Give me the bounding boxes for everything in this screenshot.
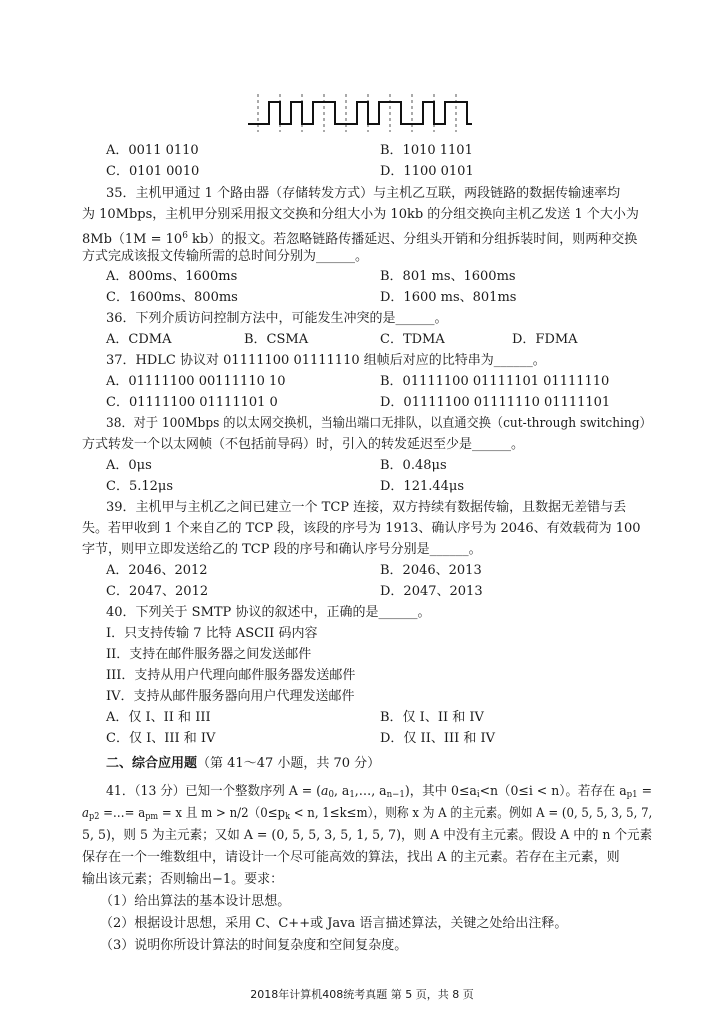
q35-option-b: B．801 ms、1600ms [380, 269, 516, 284]
q36-option-b: B．CSMA [244, 332, 309, 347]
q40-option-c: C．仅 I、III 和 IV [106, 731, 216, 746]
q35-option-d: D．1600 ms、801ms [380, 290, 517, 305]
q41-line-4: 保存在一个一维数组中，请设计一个尽可能高效的算法，找出 A 的主元素。若存在主元素，则 [82, 850, 620, 865]
q40-statement-3: III．支持从用户代理向邮件服务器发送邮件 [106, 668, 356, 683]
q41-line-2: $a_{p2}$ =…= $a_{pm} = x$ 且 $m > n/2(0\le p_k < n$, 1≤k≤m），则称 x 为 A 的主元素。例如 A = (0, 5, 5, 3, 5, 7, [82, 806, 653, 822]
q39-option-d: D．2047、2013 [380, 584, 483, 599]
q40-statement-4: IV．支持从邮件服务器向用户代理发送邮件 [106, 689, 355, 704]
q41-requirement-2: （2）根据设计思想，采用 C、C++或 Java 语言描述算法，关键之处给出注释。 [100, 916, 568, 931]
q34-option-a: A．0011 0110 [106, 143, 199, 158]
q37-option-d: D．01111100 01111110 01111101 [380, 395, 611, 410]
q38-option-b: B．0.48μs [380, 458, 447, 473]
q35-line-3: $8Mb(1M = 10^6$ kb）的报文。若忽略链路传播延迟、分组头开销和分组拆装时间，则两种交换 [82, 231, 638, 247]
q38-option-a: A．0μs [106, 458, 152, 473]
q40-option-b: B．仅 I、II 和 IV [380, 710, 484, 725]
q35-line-4: 方式完成该报文传输所需的总时间分别为______。 [82, 249, 369, 264]
q40-statement-2: II．支持在邮件服务器之间发送邮件 [106, 647, 312, 662]
page-footer: 2018年计算机408统考真题 第 5 页，共 8 页 [250, 988, 474, 1001]
q37-stem: 37．HDLC 协议对 01111100 01111110 组帧后对应的比特串为______。 [106, 353, 546, 368]
q39-line-1: 39．主机甲与主机乙之间已建立一个 TCP 连接，双方持续有数据传输，且数据无差错与丢 [106, 500, 627, 515]
q39-option-c: C．2047、2012 [106, 584, 209, 599]
section-2-note: （第 41～47 小题，共 70 分） [197, 756, 381, 771]
q37-option-b: B．01111100 01111101 01111110 [380, 374, 610, 389]
q40-statement-1: I．只支持传输 7 比特 ASCII 码内容 [106, 626, 318, 641]
q35-line-2: 为 10Mbps，主机甲分别采用报文交换和分组大小为 10kb 的分组交换向主机乙发送 1 个大小为 [82, 207, 639, 222]
q39-line-2: 失。若甲收到 1 个来自乙的 TCP 段，该段的序号为 1913、确认序号为 2046、有效载荷为 100 [82, 521, 641, 536]
section-2-title: 二、综合应用题 [106, 756, 198, 771]
q41-line-3: 5, 5)，则 5 为主元素；又如 A = (0, 5, 5, 3, 5, 1, 5, 7)，则 A 中没有主元素。假设 A 中的 n 个元素 [82, 828, 653, 843]
q41-line-1: 41．（13 分）已知一个整数序列 $A = (a_0$, $a_1,\dots$, $a_{n-1}$)，其中 $0\le a_i<n(0\le i < n)$。若存在 $a_{p1}$ = [106, 784, 653, 800]
q34-option-b: B．1010 1101 [380, 143, 473, 158]
q37-option-a: A．01111100 00111110 10 [106, 374, 286, 389]
q38-option-c: C．5.12μs [106, 479, 174, 494]
q35-line-1: 35．主机甲通过 1 个路由器（存储转发方式）与主机乙互联，两段链路的数据传输速率均 [106, 186, 621, 201]
q39-option-b: B．2046、2013 [380, 563, 482, 578]
q38-option-d: D．121.44μs [380, 479, 465, 494]
q36-option-c: C．TDMA [380, 332, 445, 347]
q38-line-2: 方式转发一个以太网帧（不包括前导码）时，引入的转发延迟至少是______。 [82, 437, 525, 452]
q35-option-c: C．1600ms、800ms [106, 290, 238, 305]
q40-option-d: D．仅 II、III 和 IV [380, 731, 496, 746]
q35-option-a: A．800ms、1600ms [106, 269, 238, 284]
q36-option-d: D．FDMA [512, 332, 578, 347]
q38-line-1: 38．对于 100Mbps 的以太网交换机，当输出端口无排队，以直通交换（cut-through switching） [106, 416, 652, 431]
q40-option-a: A．仅 I、II 和 III [106, 710, 211, 725]
q39-line-3: 字节，则甲立即发送给乙的 TCP 段的序号和确认序号分别是______。 [82, 542, 482, 557]
q41-line-5: 输出该元素；否则输出−1。要求： [82, 872, 284, 887]
q40-stem: 40．下列关于 SMTP 协议的叙述中，正确的是______。 [106, 605, 431, 620]
q41-requirement-3: （3）说明你所设计算法的时间复杂度和空间复杂度。 [100, 938, 408, 953]
q36-option-a: A．CDMA [106, 332, 172, 347]
q37-option-c: C．01111100 01111101 0 [106, 395, 278, 410]
signal-waveform-figure [248, 94, 478, 134]
q36-stem: 36．下列介质访问控制方法中，可能发生冲突的是______。 [106, 311, 448, 326]
q34-option-c: C．0101 0010 [106, 164, 200, 179]
q39-option-a: A．2046、2012 [106, 563, 208, 578]
signal-trace [248, 102, 472, 124]
q41-requirement-1: （1）给出算法的基本设计思想。 [100, 894, 291, 909]
section-2-heading [106, 755, 380, 773]
q34-option-d: D．1100 0101 [380, 164, 474, 179]
